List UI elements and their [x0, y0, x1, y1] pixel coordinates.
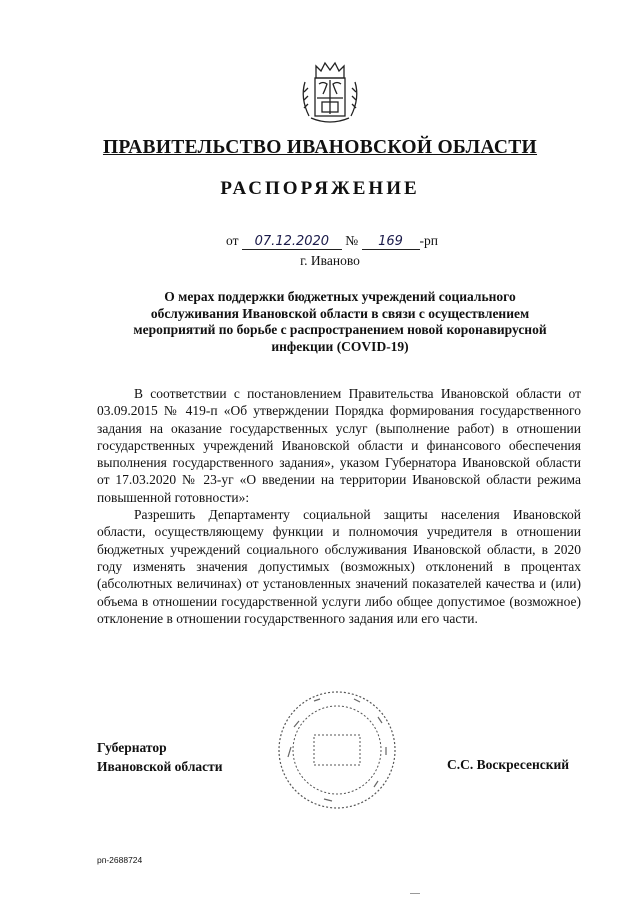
organization-title: ПРАВИТЕЛЬСТВО ИВАНОВСКОЙ ОБЛАСТИ	[102, 137, 538, 158]
date-prefix: от	[226, 233, 239, 248]
signer-position	[97, 738, 223, 776]
coat-of-arms-emblem	[299, 58, 361, 126]
handwritten-date: 07.12.2020	[242, 234, 342, 250]
document-subject: О мерах поддержки бюджетных учреждений социального обслуживания Ивановской области в связи с осуществлением мероприятий по борьбе с распространением новой коронавирусной инфекции (COVID-19)	[133, 289, 547, 354]
document-body	[97, 385, 581, 627]
registration-code: рп-2688724	[97, 855, 143, 865]
signer-position-line2: Ивановской области	[97, 759, 223, 774]
body-paragraph: В соответствии с постановлением Правительства Ивановской области от 03.09.2015 № 419-п «Об утверждении Порядка формирования государственного задания на оказание государственных услуг (выполнение работ) в отношении государственных учреждений Ивановской области и финансового обеспечения выполнения государственного задания», указом Губернатора Ивановской области от 17.03.2020 № 23-уг «О введении на территории Ивановской области режима повышенной готовности»:	[97, 386, 581, 505]
city: г. Иваново	[300, 253, 360, 268]
body-paragraph: Разрешить Департаменту социальной защиты населения Ивановской области, осуществляющему функции и полномочия учредителя в отношении бюджетных учреждений социального обслуживания Ивановской области, в 2020 году изменять значения допустимых (возможных) отклонений в процентах (абсолютных величинах) от установленных значений показателей качества и (или) объема в отношении государственной услуги либо общее допустимое (возможное) отклонение в отношении государственного задания или его части.	[97, 507, 581, 626]
date-line	[226, 233, 438, 250]
official-seal-stamp	[274, 687, 400, 813]
signer-name: С.С. Воскресенский	[447, 757, 570, 772]
document-type: РАСПОРЯЖЕНИЕ	[220, 178, 420, 199]
number-label: №	[345, 233, 359, 248]
signer-position-line1: Губернатор	[97, 740, 167, 755]
page-mark	[410, 893, 420, 894]
number-suffix: -рп	[419, 233, 438, 248]
handwritten-number: 169	[362, 234, 420, 250]
